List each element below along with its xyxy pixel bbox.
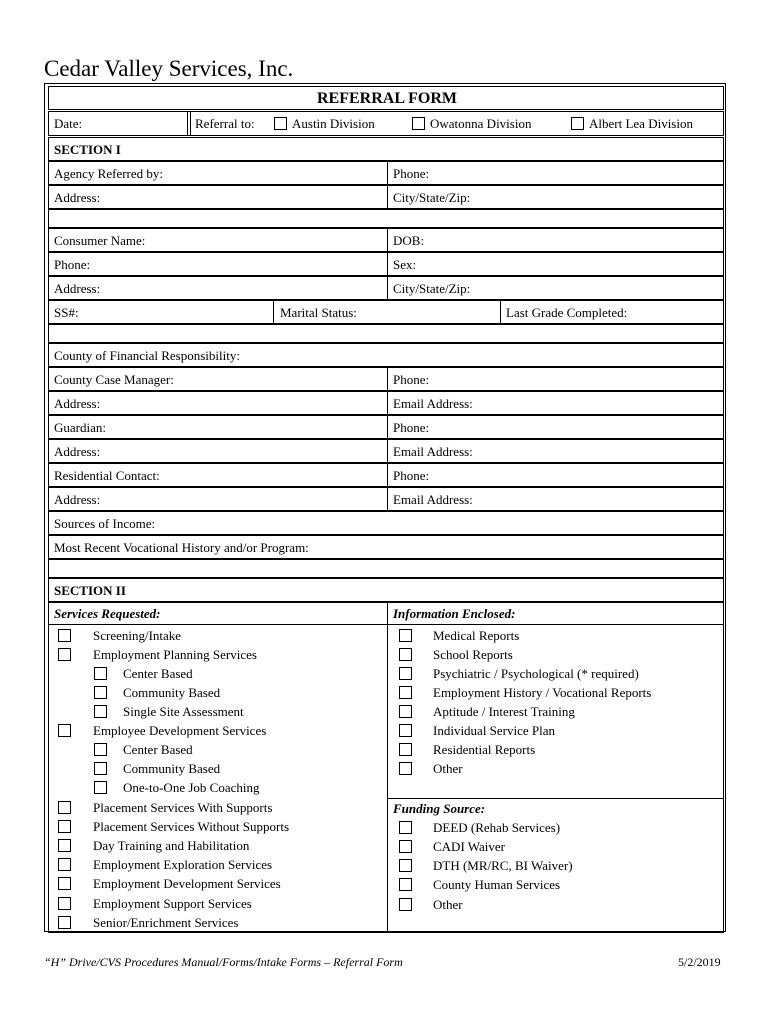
dob-label[interactable]: DOB:: [393, 233, 425, 248]
row-divider: [387, 161, 388, 185]
consumer-name-label[interactable]: Consumer Name:: [54, 233, 146, 248]
consumer-phone-label[interactable]: Phone:: [54, 257, 91, 272]
row-divider: [500, 300, 501, 324]
row-divider: [387, 415, 388, 439]
section-1-heading-row: [48, 137, 724, 161]
info-label: Psychiatric / Psychological (* required): [433, 666, 639, 681]
case-manager-address-label[interactable]: Address:: [54, 396, 101, 411]
funding-label: DTH (MR/RC, BI Waiver): [433, 858, 573, 873]
service-label: Employment Development Services: [93, 876, 281, 891]
info-label: Medical Reports: [433, 628, 520, 643]
agency-referred-by-label[interactable]: Agency Referred by:: [54, 166, 164, 181]
consumer-name-row: [48, 228, 724, 252]
service-sub-label: Community Based: [123, 685, 221, 700]
funding-checkbox[interactable]: [399, 821, 412, 834]
albert-lea-division-label: Albert Lea Division: [589, 116, 693, 131]
column-header-divider: [49, 624, 724, 625]
case-manager-row: [48, 367, 724, 391]
row-divider: [387, 439, 388, 463]
service-checkbox[interactable]: [58, 820, 71, 833]
services-requested-heading: Services Requested:: [54, 606, 161, 621]
section-1-heading: SECTION I: [54, 142, 121, 157]
info-label: Residential Reports: [433, 742, 536, 757]
service-label: Placement Services With Supports: [93, 800, 273, 815]
info-checkbox[interactable]: [399, 724, 412, 737]
funding-divider: [387, 798, 724, 799]
guardian-row: [48, 415, 724, 439]
referral-row: [48, 111, 724, 136]
service-checkbox[interactable]: [58, 724, 71, 737]
service-sub-label: Center Based: [123, 742, 193, 757]
row-divider: [190, 111, 191, 136]
agency-address-row: [48, 185, 724, 209]
service-label: Employment Exploration Services: [93, 857, 273, 872]
residential-phone-label[interactable]: Phone:: [393, 468, 430, 483]
service-checkbox[interactable]: [58, 839, 71, 852]
consumer-phone-row: [48, 252, 724, 276]
service-label: Employment Planning Services: [93, 647, 257, 662]
spacer-row: [48, 324, 724, 343]
footer-date: 5/2/2019: [678, 955, 721, 969]
austin-division-label: Austin Division: [292, 116, 375, 131]
row-divider: [273, 300, 274, 324]
residential-address-label[interactable]: Address:: [54, 492, 101, 507]
agency-phone-label[interactable]: Phone:: [393, 166, 430, 181]
service-checkbox[interactable]: [58, 801, 71, 814]
case-manager-phone-label[interactable]: Phone:: [393, 372, 430, 387]
owatonna-division-label: Owatonna Division: [430, 116, 532, 131]
vocational-history-label[interactable]: Most Recent Vocational History and/or Program:: [54, 540, 309, 555]
ss-row: [48, 300, 724, 324]
funding-checkbox[interactable]: [399, 898, 412, 911]
row-divider: [387, 391, 388, 415]
row-divider: [187, 111, 188, 136]
info-checkbox[interactable]: [399, 629, 412, 642]
guardian-address-label[interactable]: Address:: [54, 444, 101, 459]
info-label: Individual Service Plan: [433, 723, 556, 738]
info-checkbox[interactable]: [399, 705, 412, 718]
footer-path: “H” Drive/CVS Procedures Manual/Forms/Intake Forms – Referral Form: [44, 955, 403, 969]
funding-checkbox[interactable]: [399, 840, 412, 853]
service-sub-checkbox[interactable]: [94, 781, 107, 794]
spacer-row: [48, 559, 724, 578]
sex-label[interactable]: Sex:: [393, 257, 417, 272]
owatonna-division-checkbox[interactable]: [412, 117, 425, 130]
funding-label: CADI Waiver: [433, 839, 506, 854]
funding-label: DEED (Rehab Services): [433, 820, 561, 835]
residential-contact-label[interactable]: Residential Contact:: [54, 468, 160, 483]
agency-city-state-zip-label[interactable]: City/State/Zip:: [393, 190, 471, 205]
row-divider: [387, 252, 388, 276]
county-case-manager-label[interactable]: County Case Manager:: [54, 372, 174, 387]
guardian-phone-label[interactable]: Phone:: [393, 420, 430, 435]
service-label: Placement Services Without Supports: [93, 819, 290, 834]
section-2-body: [48, 602, 724, 933]
section-2-heading: SECTION II: [54, 583, 126, 598]
albert-lea-division-checkbox[interactable]: [571, 117, 584, 130]
service-sub-checkbox[interactable]: [94, 686, 107, 699]
service-checkbox[interactable]: [58, 916, 71, 929]
consumer-city-state-zip-label[interactable]: City/State/Zip:: [393, 281, 471, 296]
consumer-address-label[interactable]: Address:: [54, 281, 101, 296]
consumer-address-row: [48, 276, 724, 300]
service-label: Day Training and Habilitation: [93, 838, 250, 853]
section-2-heading-row: [48, 578, 724, 602]
service-checkbox[interactable]: [58, 648, 71, 661]
form-title-row: [48, 86, 724, 110]
info-label: School Reports: [433, 647, 513, 662]
service-checkbox[interactable]: [58, 629, 71, 642]
agency-row: [48, 161, 724, 185]
row-divider: [387, 185, 388, 209]
service-sub-checkbox[interactable]: [94, 743, 107, 756]
service-checkbox[interactable]: [58, 858, 71, 871]
last-grade-completed-label[interactable]: Last Grade Completed:: [506, 305, 628, 320]
information-enclosed-heading: Information Enclosed:: [393, 606, 516, 621]
residential-email-label[interactable]: Email Address:: [393, 492, 473, 507]
service-sub-label: One-to-One Job Coaching: [123, 780, 260, 795]
info-checkbox[interactable]: [399, 648, 412, 661]
date-label: Date:: [54, 116, 83, 131]
row-divider: [387, 228, 388, 252]
service-sub-label: Community Based: [123, 761, 221, 776]
row-divider: [387, 487, 388, 511]
county-financial-row: [48, 343, 724, 367]
row-divider: [387, 367, 388, 391]
info-checkbox[interactable]: [399, 667, 412, 680]
sources-income-row: [48, 511, 724, 535]
spacer-row: [48, 209, 724, 228]
funding-checkbox[interactable]: [399, 878, 412, 891]
info-checkbox[interactable]: [399, 686, 412, 699]
agency-address-label[interactable]: Address:: [54, 190, 101, 205]
service-checkbox[interactable]: [58, 897, 71, 910]
county-financial-label[interactable]: County of Financial Responsibility:: [54, 348, 240, 363]
service-sub-checkbox[interactable]: [94, 667, 107, 680]
service-label: Senior/Enrichment Services: [93, 915, 239, 930]
marital-status-label[interactable]: Marital Status:: [280, 305, 357, 320]
service-sub-checkbox[interactable]: [94, 705, 107, 718]
case-manager-address-row: [48, 391, 724, 415]
vocational-history-row: [48, 535, 724, 559]
info-label: Aptitude / Interest Training: [433, 704, 575, 719]
guardian-label[interactable]: Guardian:: [54, 420, 106, 435]
guardian-address-row: [48, 439, 724, 463]
form-title: REFERRAL FORM: [317, 90, 457, 107]
referral-to-label: Referral to:: [195, 116, 255, 131]
service-label: Employment Support Services: [93, 896, 252, 911]
case-manager-email-label[interactable]: Email Address:: [393, 396, 473, 411]
funding-source-heading: Funding Source:: [393, 801, 486, 816]
service-sub-label: Center Based: [123, 666, 193, 681]
info-label: Other: [433, 761, 463, 776]
info-checkbox[interactable]: [399, 743, 412, 756]
column-divider: [387, 602, 388, 933]
residential-address-row: [48, 487, 724, 511]
austin-division-checkbox[interactable]: [274, 117, 287, 130]
funding-label: County Human Services: [433, 877, 561, 892]
info-checkbox[interactable]: [399, 762, 412, 775]
service-checkbox[interactable]: [58, 877, 71, 890]
ss-label[interactable]: SS#:: [54, 305, 79, 320]
info-label: Employment History / Vocational Reports: [433, 685, 652, 700]
service-label: Employee Development Services: [93, 723, 267, 738]
residential-contact-row: [48, 463, 724, 487]
row-divider: [387, 463, 388, 487]
guardian-email-label[interactable]: Email Address:: [393, 444, 473, 459]
organization-name: Cedar Valley Services, Inc.: [44, 56, 294, 81]
funding-label: Other: [433, 897, 463, 912]
service-sub-checkbox[interactable]: [94, 762, 107, 775]
row-divider: [387, 276, 388, 300]
service-label: Screening/Intake: [93, 628, 182, 643]
sources-of-income-label[interactable]: Sources of Income:: [54, 516, 156, 531]
service-sub-label: Single Site Assessment: [123, 704, 244, 719]
funding-checkbox[interactable]: [399, 859, 412, 872]
